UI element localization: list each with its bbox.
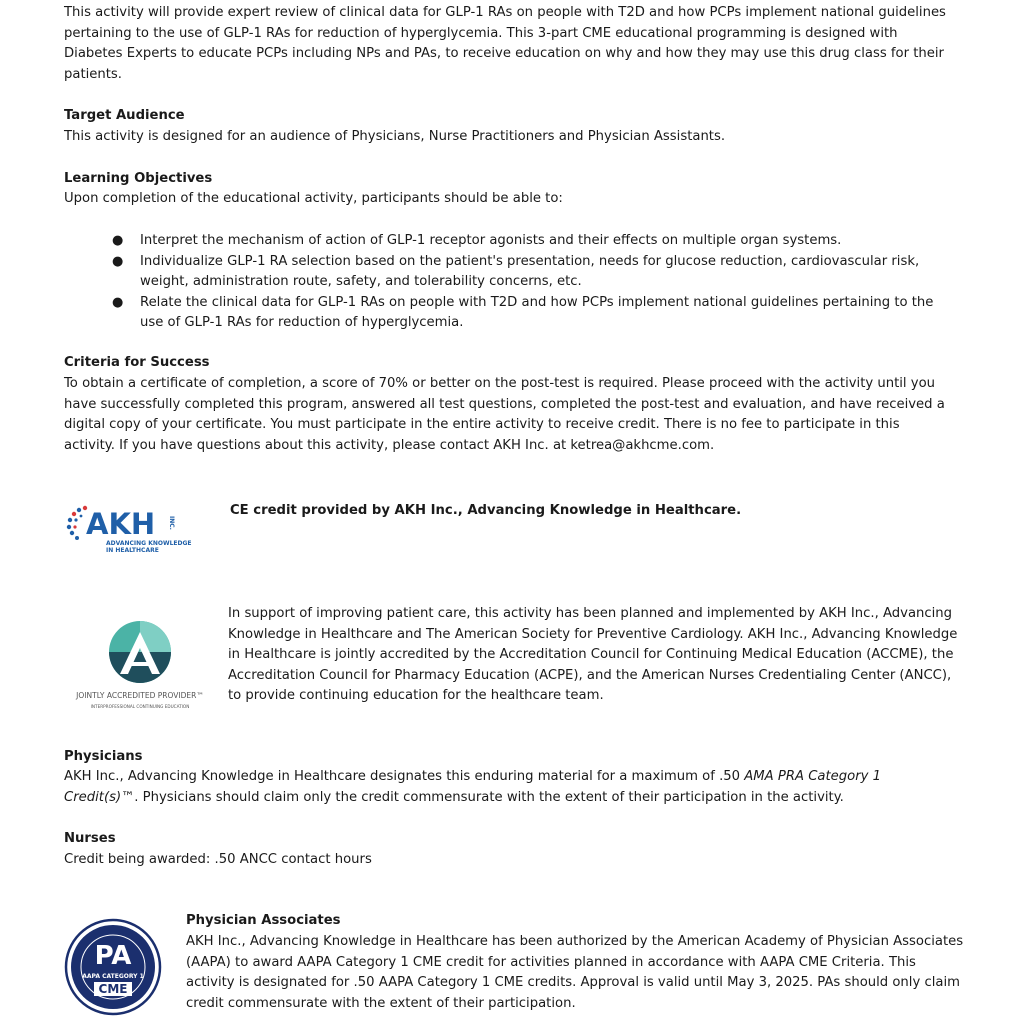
intro-paragraph: This activity will provide expert review of clinical data for GLP-1 RAs on people with T2D and how PCPs implement national guidelines pertaining to the use of GLP-1 RAs for reduction of hyperglycemia. This 3-part CME educational programming is designed with Diabetes Experts to educate PCPs including NPs and PAs, to receive education on why and how they may use this drug class for their patients. bbox=[64, 5, 946, 82]
akh-tagline-2: IN HEALTHCARE bbox=[106, 547, 159, 554]
bullet-icon: ● bbox=[112, 233, 124, 248]
objective-text: Interpret the mechanism of action of GLP-1 receptor agonists and their effects on multiple organ systems. bbox=[140, 233, 842, 248]
ja-caption: JOINTLY ACCREDITED PROVIDER™ bbox=[76, 691, 204, 700]
target-audience-heading: Target Audience bbox=[64, 108, 185, 123]
ja-subcaption: INTERPROFESSIONAL CONTINUING EDUCATION bbox=[90, 704, 190, 709]
physicians-text-end: ™. Physicians should claim only the credit commensurate with the extent of their participation in the activity. bbox=[121, 789, 844, 805]
list-item bbox=[112, 252, 952, 293]
akh-logo-suffix: INC. bbox=[168, 516, 175, 530]
objective-text: Relate the clinical data for GLP-1 RAs on people with T2D and how PCPs implement national guidelines pertaining to the use of GLP-1 RAs for reduction of hyperglycemia. bbox=[140, 294, 934, 330]
pa-badge-main: PA bbox=[94, 941, 132, 971]
joint-accreditation-icon bbox=[109, 621, 171, 683]
akh-logo-text: AKH bbox=[86, 507, 156, 541]
physicians-text-start: AKH Inc., Advancing Knowledge in Healthcare designates this enduring material for a maximum of .50 bbox=[64, 769, 745, 784]
learning-objectives-intro: Upon completion of the educational activity, participants should be able to: bbox=[64, 191, 563, 206]
aapa-badge bbox=[64, 918, 162, 1016]
joint-accreditation-logo bbox=[66, 618, 214, 714]
criteria-text: To obtain a certificate of completion, a score of 70% or better on the post-test is required. Please proceed with the activity until you have successfully completed this program, answered all test questions, completed the post-test and evaluation, and have received a digital copy of your certificate. You must participate in the entire activity to receive credit. There is no fee to participate in this activity. If you have questions about this activity, please contact AKH Inc. at ketrea@akhcme.com. bbox=[64, 376, 945, 453]
criteria-heading: Criteria for Success bbox=[64, 355, 210, 370]
akh-logo bbox=[66, 500, 216, 558]
physicians-text bbox=[64, 767, 944, 808]
learning-objectives-heading: Learning Objectives bbox=[64, 171, 213, 186]
physicians-heading: Physicians bbox=[64, 749, 143, 764]
learning-objectives-list bbox=[112, 231, 952, 334]
pa-heading: Physician Associates bbox=[186, 913, 341, 928]
list-item bbox=[112, 231, 952, 252]
bullet-icon: ● bbox=[112, 253, 124, 269]
bullet-icon: ● bbox=[112, 294, 124, 310]
nurses-heading: Nurses bbox=[64, 831, 116, 846]
pa-badge-ring-text: AAPA CATEGORY 1 bbox=[82, 973, 144, 980]
list-item bbox=[112, 293, 952, 334]
objective-text: Individualize GLP-1 RA selection based on the patient's presentation, needs for glucose reduction, cardiovascular risk, weight, administration route, safety, and tolerability concerns, etc. bbox=[140, 253, 920, 289]
pa-text: AKH Inc., Advancing Knowledge in Healthcare has been authorized by the American Academy of Physician Associates (AAPA) to award AAPA Category 1 CME credit for activities planned in accordance with AAPA CME Criteria. This activity is designated for .50 AAPA Category 1 CME credits. Approval is valid until May 3, 2025. PAs should only claim credit commensurate with the extent of their participation. bbox=[186, 934, 964, 1011]
akh-dots-icon bbox=[67, 506, 87, 540]
akh-credit-text: CE credit provided by AKH Inc., Advancing Knowledge in Healthcare. bbox=[230, 503, 742, 518]
physicians-credit-name: AMA PRA Category 1 Credit(s) bbox=[64, 769, 882, 805]
nurses-text: Credit being awarded: .50 ANCC contact hours bbox=[64, 852, 372, 867]
joint-accreditation-text: In support of improving patient care, this activity has been planned and implemented by AKH Inc., Advancing Knowledge in Healthcare and The American Society for Preventive Cardiology. AKH Inc., Advancing Knowledge in Healthcare is jointly accredited by the Accreditation Council for Continuing Medical Education (ACCME), the Accreditation Council for Pharmacy Education (ACPE), and the American Nurses Credentialing Center (ANCC), to provide continuing education for the healthcare team. bbox=[228, 606, 958, 703]
akh-tagline-1: ADVANCING KNOWLEDGE bbox=[106, 540, 192, 547]
target-audience-text: This activity is designed for an audience of Physicians, Nurse Practitioners and Physician Assistants. bbox=[64, 129, 726, 144]
pa-badge-cme: CME bbox=[98, 982, 128, 996]
